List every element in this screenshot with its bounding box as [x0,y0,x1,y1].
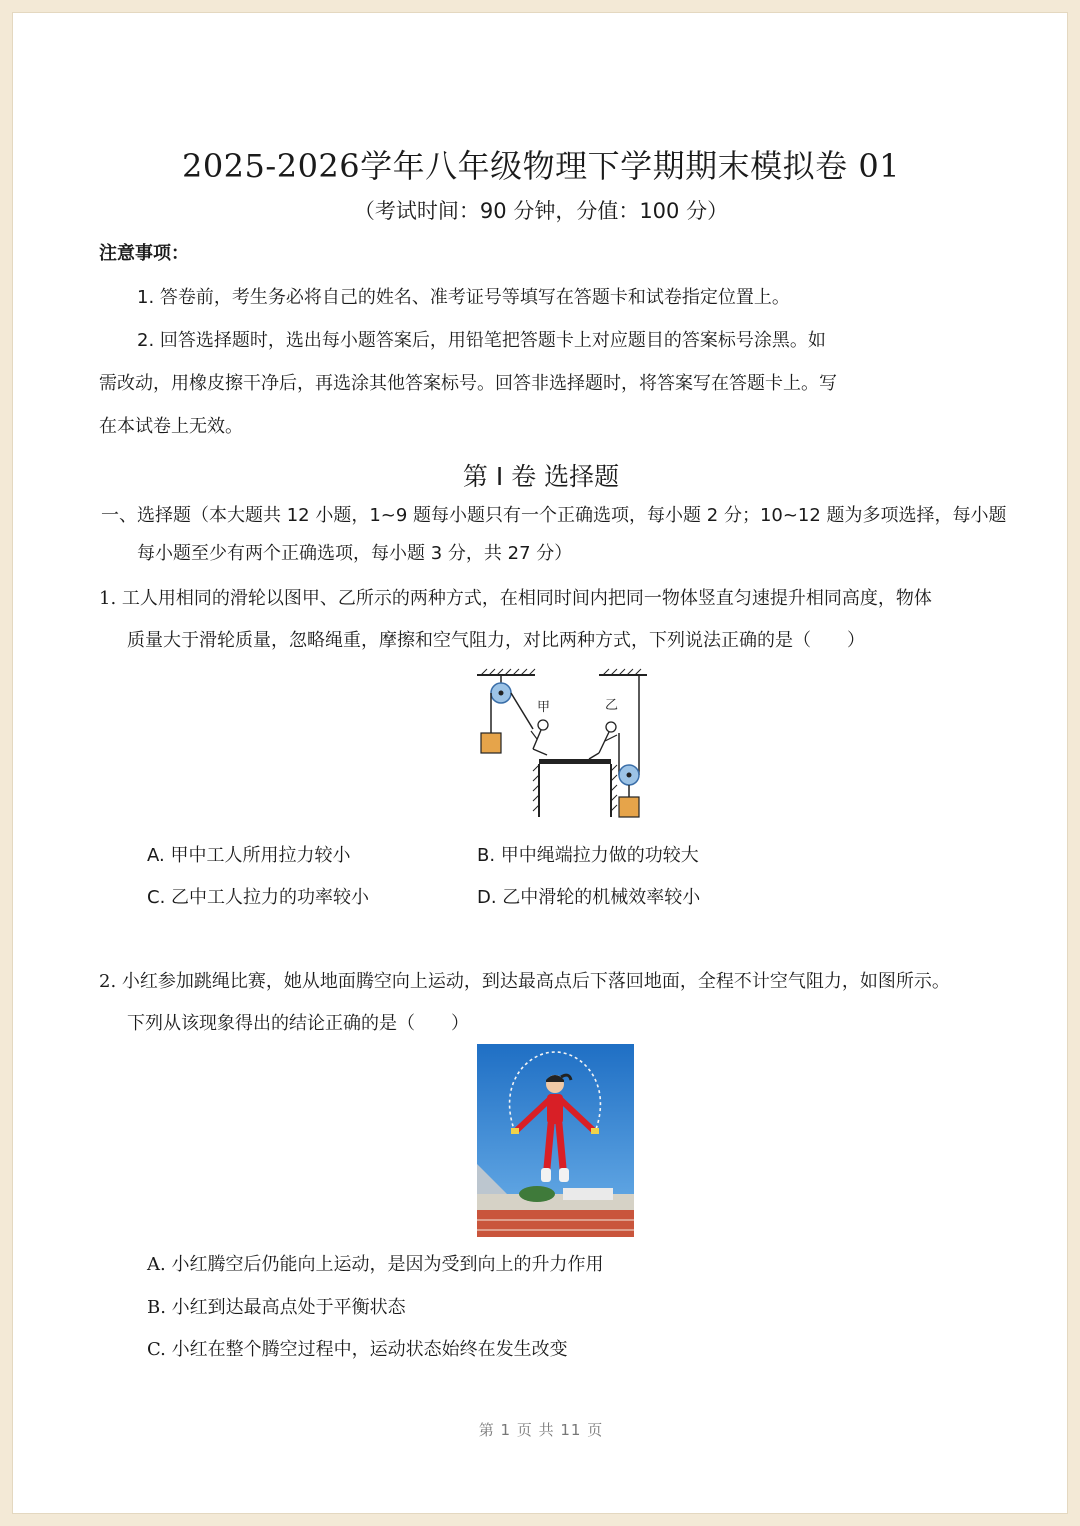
q2-option-b: B. 小红到达最高点处于平衡状态 [147,1297,406,1318]
notice-item-2-line-3: 在本试卷上无效。 [99,416,243,437]
page-footer: 第 1 页 共 11 页 [478,1421,604,1439]
q1-option-d: D. 乙中滑轮的机械效率较小 [477,887,701,908]
section-intro-line-2: 每小题至少有两个正确选项，每小题 3 分，共 27 分） [137,543,573,564]
notice-item-1: 1. 答卷前，考生务必将自己的姓名、准考证号等填写在答题卡和试卷指定位置上。 [137,287,790,308]
exam-subtitle: （考试时间：90 分钟，分值：100 分） [353,199,729,223]
exam-page [12,12,1068,1514]
exam-title: 2025-2026学年八年级物理下学期期末模拟卷 01 [181,147,901,185]
q2-stem-line-1: 2. 小红参加跳绳比赛，她从地面腾空向上运动，到达最高点后下落回地面，全程不计空气阻力，如图所示。 [99,971,950,992]
q1-option-c: C. 乙中工人拉力的功率较小 [147,887,370,908]
notice-heading: 注意事项： [99,243,189,264]
section-heading: 第 Ⅰ 卷 选择题 [462,462,620,491]
q2-option-c: C. 小红在整个腾空过程中，运动状态始终在发生改变 [147,1339,568,1360]
figure-label-jia: 甲 [537,700,551,715]
q1-stem-line-2: 质量大于滑轮质量，忽略绳重，摩擦和空气阻力，对比两种方式，下列说法正确的是（ ） [127,630,865,651]
q2-jump-rope-photo [477,1044,634,1237]
notice-item-2-line-1: 2. 回答选择题时，选出每小题答案后，用铅笔把答题卡上对应题目的答案标号涂黑。如 [137,330,826,351]
q2-option-a: A. 小红腾空后仍能向上运动，是因为受到向上的升力作用 [147,1254,604,1275]
notice-item-2-line-2: 需改动，用橡皮擦干净后，再选涂其他答案标号。回答非选择题时，将答案写在答题卡上。写 [99,373,837,394]
q2-stem-line-2: 下列从该现象得出的结论正确的是（ ） [127,1013,469,1034]
q1-pulley-figure [471,667,647,819]
q1-option-a: A. 甲中工人所用拉力较小 [147,845,351,866]
q1-option-b: B. 甲中绳端拉力做的功较大 [477,845,699,866]
q1-stem-line-1: 1. 工人用相同的滑轮以图甲、乙所示的两种方式，在相同时间内把同一物体竖直匀速提升相同高度，物体 [99,588,932,609]
section-intro-line-1: 一、选择题（本大题共 12 小题，1~9 题每小题只有一个正确选项，每小题 2 分；10~12 题为多项选择，每小题 [101,505,1007,526]
figure-label-yi: 乙 [605,698,619,713]
